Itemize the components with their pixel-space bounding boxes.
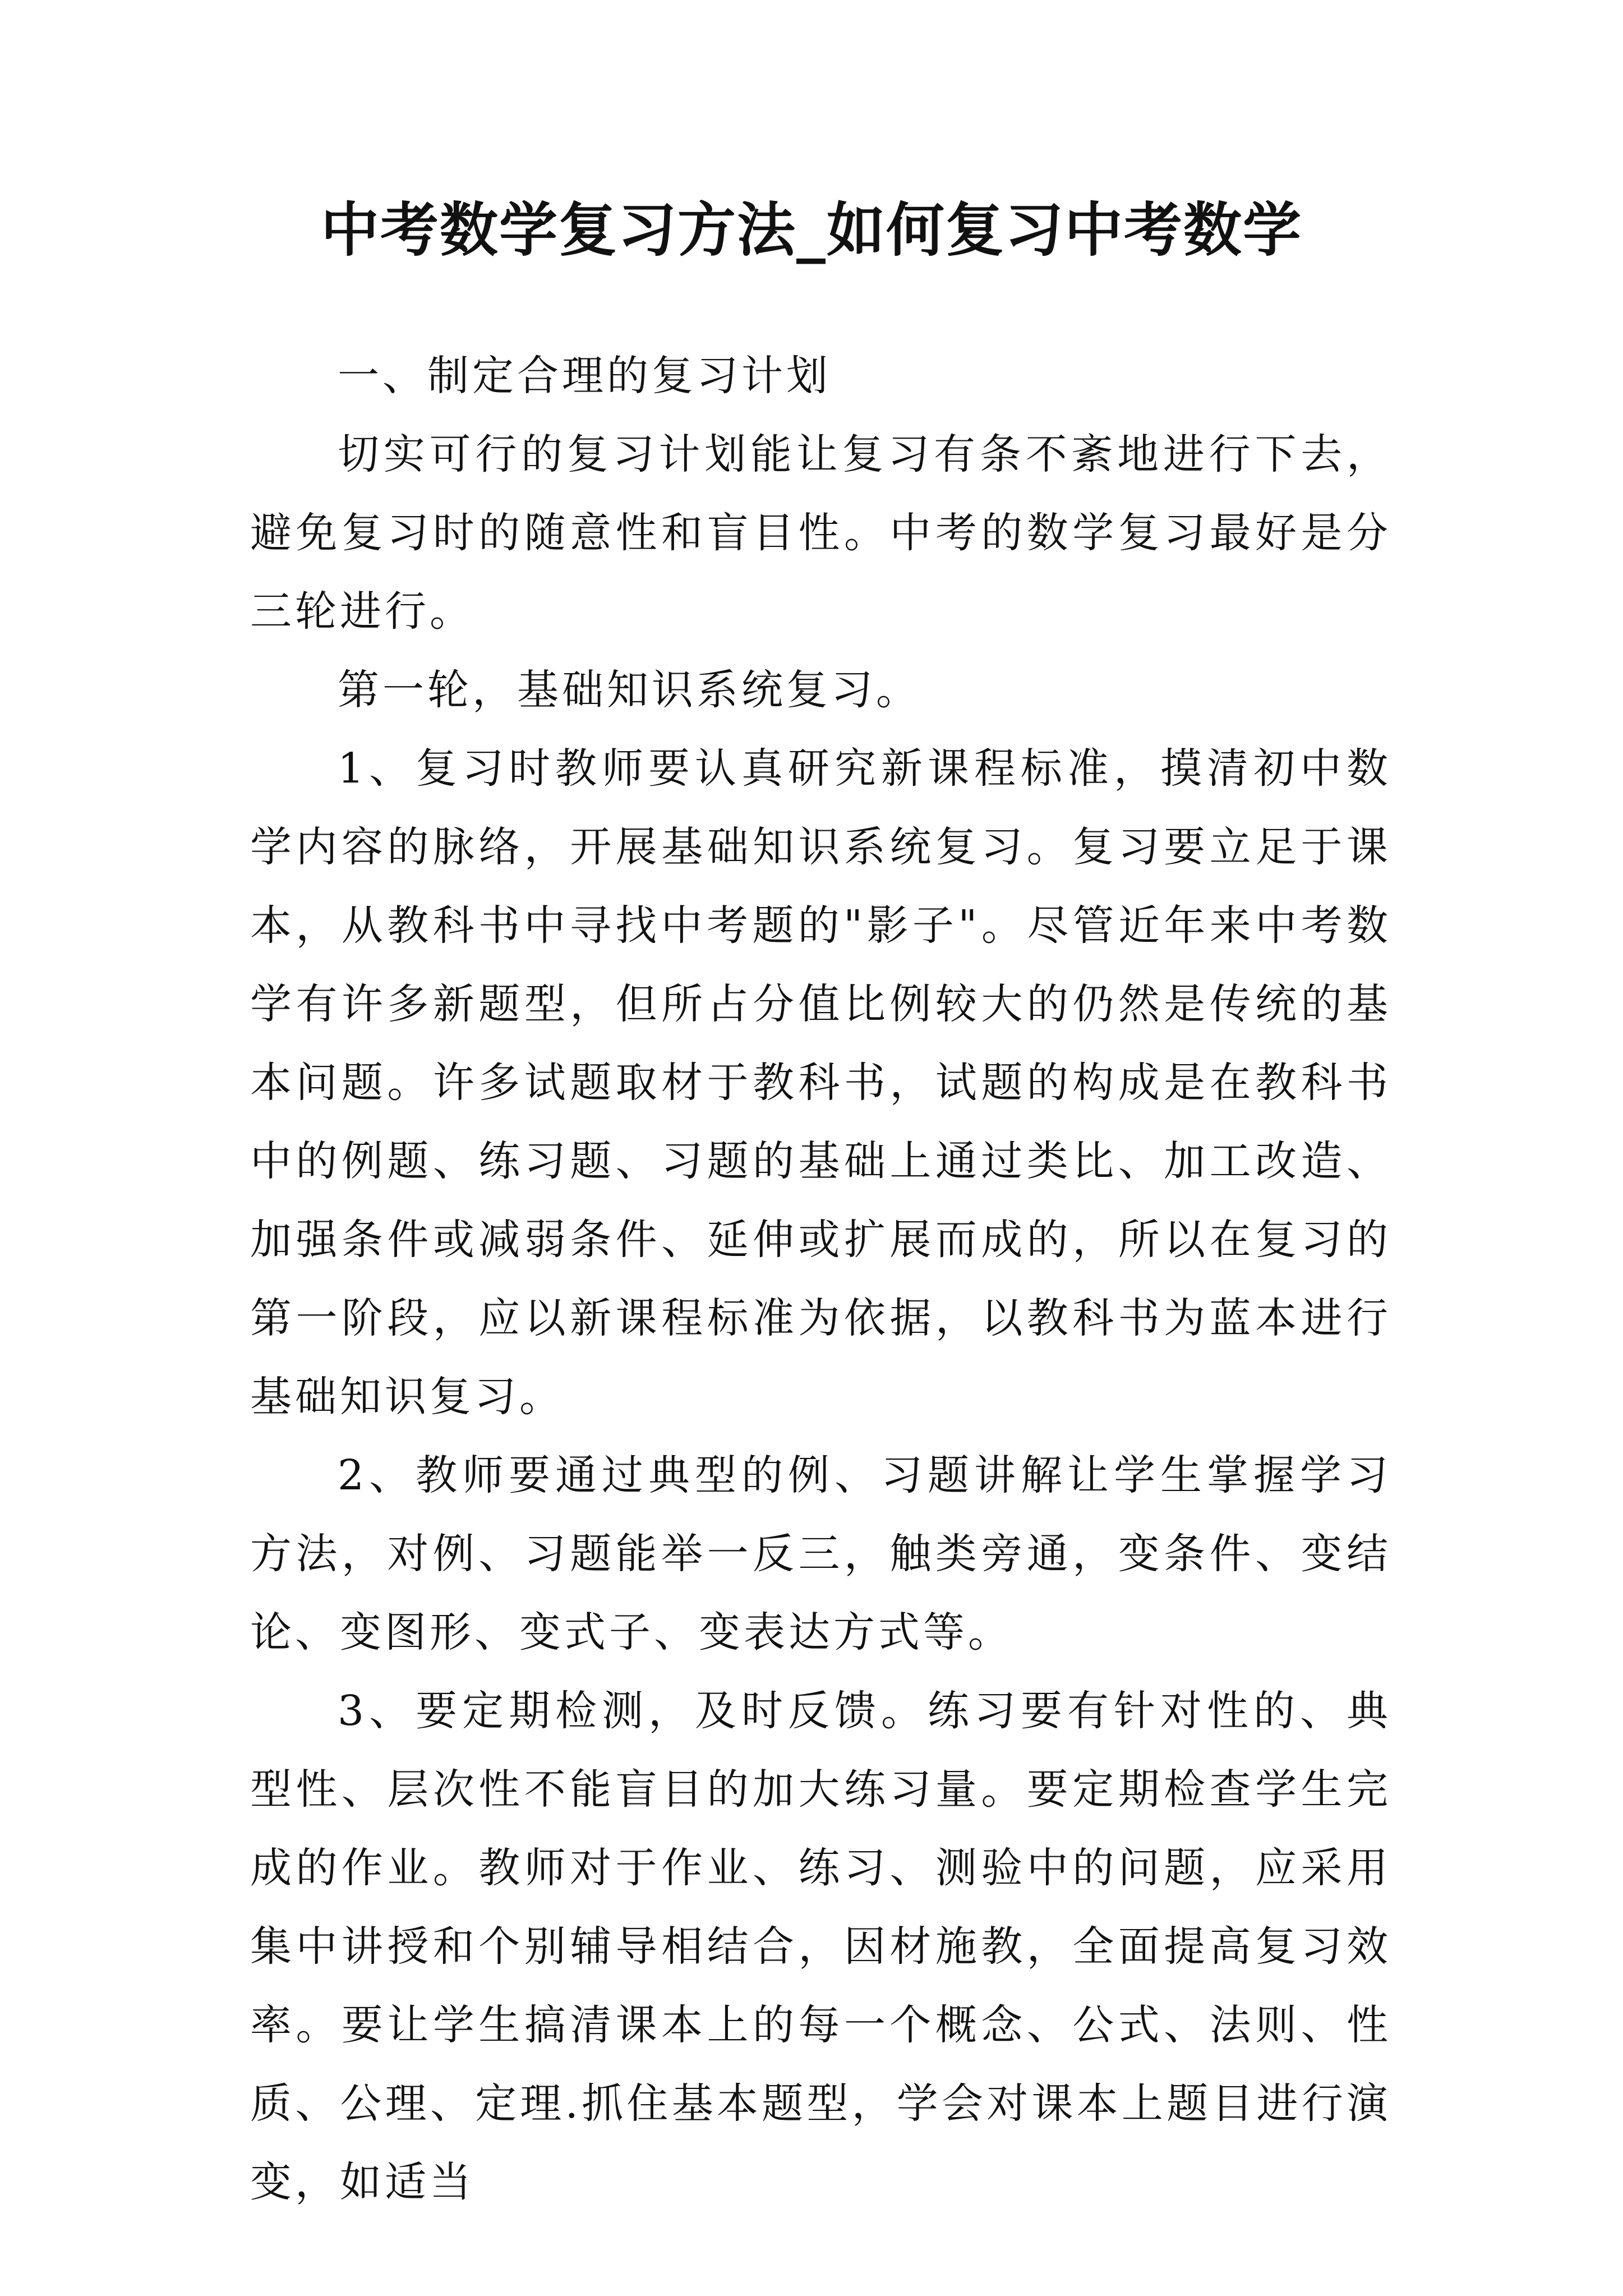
- paragraph-point-2: 2、教师要通过典型的例、习题讲解让学生掌握学习方法，对例、习题能举一反三，触类旁通，变条件、变结论、变图形、变式子、变表达方式等。: [250, 1451, 1391, 1657]
- section-heading-plan: 一、制定合理的复习计划: [338, 352, 831, 400]
- document-body: [250, 337, 1391, 2221]
- paragraph-point-3: 3、要定期检测，及时反馈。练习要有针对性的、典型性、层次性不能盲目的加大练习量。要定期检查学生完成的作业。教师对于作业、练习、测验中的问题，应采用集中讲授和个别辅导相结合，因材施教，全面提高复习效率。要让学生搞清课本上的每一个概念、公式、法则、性质、公理、定理.抓住基本题型，学会对课本上题目进行演变，如适当: [250, 1687, 1391, 2206]
- paragraph-round-one: 第一轮，基础知识系统复习。: [338, 666, 921, 714]
- paragraph-plan-intro: 切实可行的复习计划能让复习有条不紊地进行下去，避免复习时的随意性和盲目性。中考的数学复习最好是分三轮进行。: [250, 430, 1391, 636]
- paragraph-point-1: 1、复习时教师要认真研究新课程标准，摸清初中数学内容的脉络，开展基础知识系统复习。复习要立足于课本，从教科书中寻找中考题的"影子"。尽管近年来中考数学有许多新题型，但所占分值比例较大的仍然是传统的基本问题。许多试题取材于教科书，试题的构成是在教科书中的例题、练习题、习题的基础上通过类比、加工改造、加强条件或减弱条件、延伸或扩展而成的，所以在复习的第一阶段，应以新课程标准为依据，以教科书为蓝本进行基础知识复习。: [250, 744, 1391, 1421]
- document-title: 中考数学复习方法_如何复习中考数学: [320, 195, 1302, 264]
